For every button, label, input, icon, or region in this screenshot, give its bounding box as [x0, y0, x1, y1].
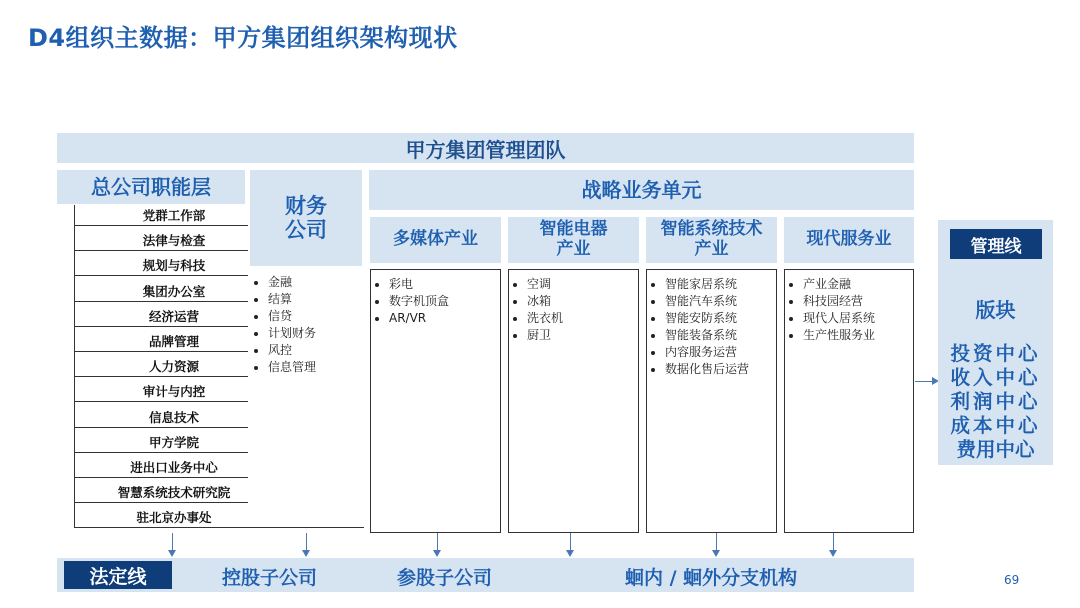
list-item: • 智能家居系统 [665, 276, 776, 293]
hq-layer-header [57, 170, 245, 204]
department-item: 进出口业务中心 [100, 457, 248, 478]
arrow-down-icon [833, 533, 834, 555]
list-item: • 产业金融 [803, 276, 913, 293]
unit-multimedia-header [370, 217, 501, 263]
unit-appliance-header [508, 217, 639, 263]
holding-subsidiaries: 控股子公司 [222, 567, 318, 589]
arrow-down-icon [570, 533, 571, 555]
tree-branch-line [74, 275, 100, 276]
management-team-label: 甲方集团管理团队 [405, 137, 566, 162]
responsibility-centers [938, 342, 1053, 462]
list-item: • 智能装备系统 [665, 327, 776, 344]
list-item: • 冰箱 [527, 293, 638, 310]
list-item: • AR/VR [389, 310, 500, 327]
department-item: 法律与检查 [100, 230, 248, 251]
arrow-down-icon [716, 533, 717, 555]
finance-items [250, 274, 362, 376]
department-item: 规划与科技 [100, 255, 248, 276]
expense-center: 费用中心 [956, 438, 1035, 461]
tree-branch-line [74, 225, 100, 226]
list-item: • 彩电 [389, 276, 500, 293]
tree-branch-line [74, 326, 100, 327]
finance-label-line1: 财务 [285, 193, 327, 218]
list-item: • 内容服务运营 [665, 344, 776, 361]
tree-branch-line [74, 527, 100, 528]
legal-line-label: 法定线 [64, 561, 172, 589]
department-item: 集团办公室 [100, 281, 248, 302]
list-item: • 空调 [527, 276, 638, 293]
department-item: 审计与内控 [100, 381, 248, 402]
participating-subsidiaries: 参股子公司 [397, 567, 493, 589]
arrow-down-icon [172, 533, 173, 555]
page-title: D4组织主数据：甲方集团组织架构现状 [28, 24, 458, 52]
revenue-center: 收入中心 [950, 366, 1041, 389]
cost-center: 成本中心 [950, 414, 1041, 437]
unit-services-title: 现代服务业 [806, 229, 892, 250]
list-item: • 洗衣机 [527, 310, 638, 327]
list-item: • 现代人居系统 [803, 310, 913, 327]
tree-branch-line [74, 351, 100, 352]
branch-offices: 蛔内 / 蛔外分支机构 [625, 567, 798, 589]
arrow-down-icon [437, 533, 438, 555]
list-item: • 科技园经营 [803, 293, 913, 310]
unit-systems-title-line2: 产业 [694, 239, 729, 259]
department-item: 品牌管理 [100, 331, 248, 352]
tree-branch-line [74, 250, 100, 251]
arrow-down-icon [306, 533, 307, 555]
department-item: 智慧系统技术研究院 [100, 482, 248, 503]
finance-label-line2: 公司 [285, 218, 327, 242]
hq-layer-label: 总公司职能层 [91, 174, 211, 199]
tree-branch-line [74, 427, 100, 428]
tree-branch-line [74, 477, 100, 478]
list-item: • 信息管理 [268, 359, 362, 376]
unit-services-box [784, 269, 914, 533]
investment-center: 投资中心 [950, 342, 1041, 365]
list-item: • 数据化售后运营 [665, 361, 776, 378]
strategy-unit-header [369, 170, 914, 210]
list-item: • 智能安防系统 [665, 310, 776, 327]
finance-company-header [250, 170, 362, 266]
department-item: 甲方学院 [100, 432, 248, 453]
list-item: • 智能汽车系统 [665, 293, 776, 310]
unit-appliance-box [508, 269, 639, 533]
department-item: 经济运营 [100, 306, 248, 327]
tree-branch-line [74, 502, 100, 503]
unit-multimedia-box [370, 269, 501, 533]
tree-branch-line [74, 401, 100, 402]
list-item: • 信贷 [268, 308, 362, 325]
list-item: • 结算 [268, 291, 362, 308]
list-item: • 厨卫 [527, 327, 638, 344]
management-line-panel [938, 220, 1053, 465]
tree-trunk [74, 205, 75, 528]
segment-label: 版块 [975, 298, 1016, 322]
strategy-unit-label: 战略业务单元 [581, 177, 702, 202]
management-line-label: 管理线 [950, 229, 1042, 259]
department-item: 信息技术 [100, 407, 248, 428]
unit-services-header [784, 217, 914, 263]
department-item: 驻北京办事处 [100, 507, 248, 528]
profit-center: 利润中心 [950, 390, 1041, 413]
page-number: 69 [1004, 573, 1020, 587]
list-item: • 生产性服务业 [803, 327, 913, 344]
list-item: • 数字机顶盒 [389, 293, 500, 310]
unit-systems-box [646, 269, 777, 533]
list-item: • 风控 [268, 342, 362, 359]
tree-branch-line [74, 376, 100, 377]
unit-systems-title-line1: 智能系统技术 [660, 219, 763, 240]
department-item: 人力资源 [100, 356, 248, 377]
unit-systems-header [646, 217, 777, 263]
list-item: • 金融 [268, 274, 362, 291]
unit-appliance-title-line2: 产业 [556, 239, 591, 259]
tree-branch-line [74, 301, 100, 302]
tree-branch-line [74, 452, 100, 453]
unit-appliance-title-line1: 智能电器 [539, 219, 608, 240]
department-item: 党群工作部 [100, 205, 248, 226]
list-item: • 计划财务 [268, 325, 362, 342]
unit-multimedia-title: 多媒体产业 [393, 229, 478, 250]
management-team-band [57, 133, 914, 163]
